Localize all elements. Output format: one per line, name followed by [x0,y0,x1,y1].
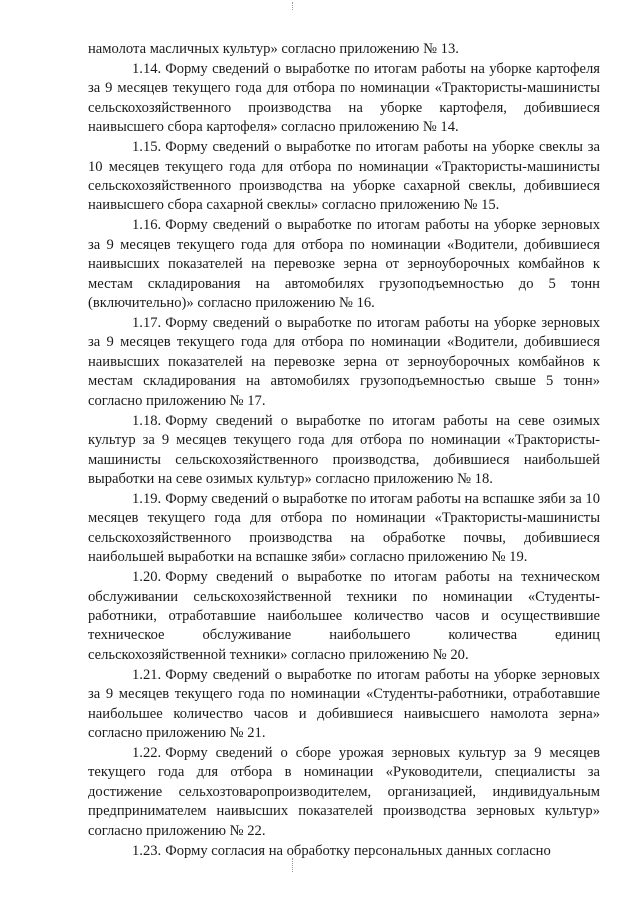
paragraph-text: Форму сведений о выработке по итогам работы на уборке картофеля за 9 месяцев текущего года для отбора по номинации «Трактористы-машинисты сельскохозяйственного производства на уборке картофеля, добившиеся наивысшего сбора картофеля» согласно приложению № 14. [88,61,600,136]
bottom-margin-mark [292,858,294,872]
paragraph-text: Форму сведений о выработке по итогам работы на уборке зерновых за 9 месяцев текущего года для отбора по номинации «Водители, добившиеся наивысших показателей на перевозке зерна от зерноуборочных комбайнов к местам складирования на автомобилях грузоподъемностью до 5 тонн (включительно)» согласно приложению № 16. [88,217,600,312]
paragraph-1-15 [88,138,600,216]
paragraph-number: 1.20. [132,569,162,586]
paragraph-1-16 [88,216,600,313]
paragraph-text: Форму сведений о выработке по итогам работы на уборке зерновых за 9 месяцев текущего года по номинации «Студенты-работники, отработавшие наибольшее количество часов и добившиеся наивысшего намолота зерна» согласно приложению № 21. [88,666,600,741]
paragraph-number: 1.18. [132,412,162,429]
paragraph-text: Форму сведений о сборе урожая зерновых культур за 9 месяцев текущего года для отбора в номинации «Руководители, специалисты за достижение сельхозтоваропроизводителем, организацией, индивидуальным предпринимателем наивысших показателей производства зерновых культур» согласно приложению № 22. [88,744,600,839]
paragraph-text: Форму согласия на обработку персональных данных согласно [165,842,551,859]
paragraph-1-22 [88,744,600,841]
paragraph-1-23 [88,842,600,861]
paragraph-text: Форму сведений о выработке по итогам работы на уборке зерновых за 9 месяцев текущего года для отбора по номинации «Водители, добившиеся наивысших показателей на перевозке зерна от зерноуборочных комбайнов к местам складирования на автомобилях грузоподъемностью свыше 5 тонн» согласно приложению № 17. [88,315,600,409]
paragraph-number: 1.19. [132,490,162,507]
paragraph-number: 1.23. [132,842,162,859]
paragraph-1-19 [88,490,600,568]
paragraph-text: Форму сведений о выработке по итогам работы на уборке свеклы за 10 месяцев текущего года для отбора по номинации «Трактористы-машинисты сельскохозяйственного производства на уборке сахарной свеклы, добившиеся наивысшего сбора сахарной свеклы» согласно приложению № 15. [88,139,600,214]
paragraph-1-14 [88,60,600,138]
paragraph-1-21 [88,666,600,744]
paragraph-number: 1.17. [132,315,162,332]
paragraph-text: Форму сведений о выработке по итогам работы на техническом обслуживании сельскохозяйственной техники по номинации «Студенты-работники, отработавшие наибольшее количество часов и осуществившие техническое обслуживание наибольшего количества единиц сельскохозяйственной техники» согласно приложению № 20. [88,569,600,663]
paragraph-1-13-continuation [88,40,600,59]
paragraph-1-20 [88,568,600,665]
paragraph-1-18 [88,412,600,490]
paragraph-number: 1.14. [132,61,162,77]
paragraph-number: 1.16. [132,217,162,234]
top-margin-mark [292,2,294,10]
paragraph-text: Форму сведений о выработке по итогам работы на севе озимых культур за 9 месяцев текущего года для отбора по номинации «Трактористы-машинисты сельскохозяйственного производства, добившиеся наибольшей выработки на севе озимых культур» согласно приложению № 18. [88,412,600,487]
paragraph-1-17 [88,314,600,411]
paragraph-number: 1.22. [132,744,162,761]
document-page [88,40,600,862]
paragraph-number: 1.21. [132,666,162,683]
paragraph-text: намолота масличных культур» согласно приложению № 13. [88,41,459,57]
paragraph-number: 1.15. [132,139,162,156]
paragraph-text: Форму сведений о выработке по итогам работы на вспашке зяби за 10 месяцев текущего года для отбора по номинации «Трактористы-машинисты сельскохозяйственного производства на обработке почвы, добившиеся наибольшей выработки на вспашке зяби» согласно приложению № 19. [88,490,600,566]
